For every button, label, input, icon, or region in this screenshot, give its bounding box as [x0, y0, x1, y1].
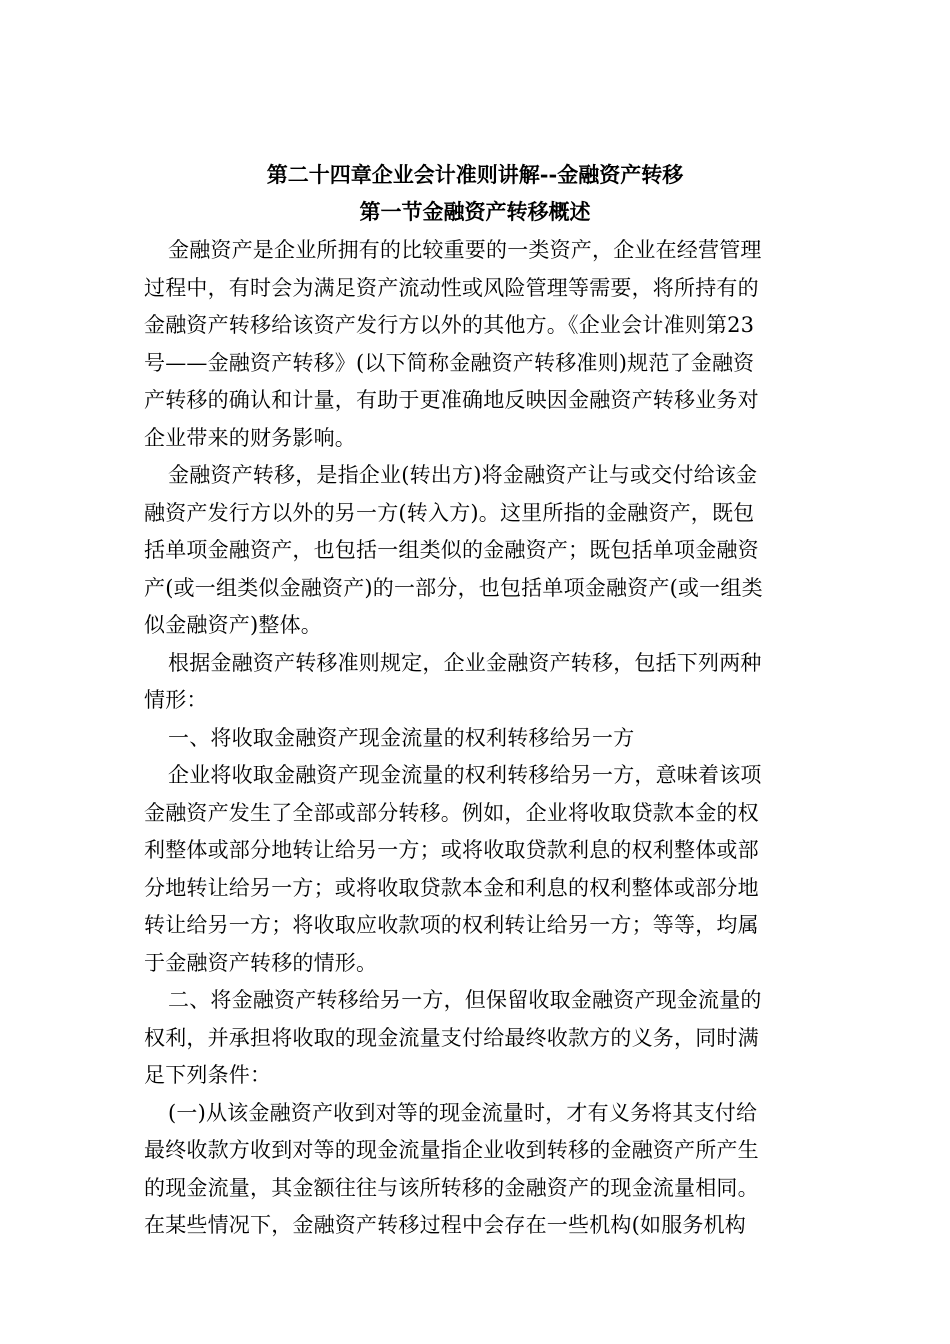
paragraph-line: 于金融资产转移的情形。 [144, 950, 378, 975]
paragraph-line: 号——金融资产转移》(以下简称金融资产转移准则)规范了金融资 [144, 350, 755, 375]
paragraph-line: 金融资产转移给该资产发行方以外的其他方。《企业会计准则第23 [144, 313, 755, 337]
heading-line: 一、将收取金融资产现金流量的权利转移给另一方 [168, 725, 635, 750]
paragraph-line: 根据金融资产转移准则规定，企业金融资产转移，包括下列两种 [168, 650, 762, 675]
heading-line: 二、将金融资产转移给另一方，但保留收取金融资产现金流量的 [168, 988, 762, 1012]
paragraph-line: 融资产发行方以外的另一方(转入方)。这里所指的金融资产，既包 [144, 500, 755, 525]
paragraph-line: 金融资产是企业所拥有的比较重要的一类资产，企业在经营管理 [168, 238, 762, 262]
paragraph-line: 金融资产发生了全部或部分转移。例如，企业将收取贷款本金的权 [144, 800, 759, 825]
paragraph-line: 过程中，有时会为满足资产流动性或风险管理等需要，将所持有的 [144, 275, 759, 300]
paragraph-line: 企业将收取金融资产现金流量的权利转移给另一方，意味着该项 [168, 763, 762, 787]
section-title: 第一节金融资产转移概述 [359, 199, 591, 224]
paragraph-line: 产转移的确认和计量，有助于更准确地反映因金融资产转移业务对 [144, 388, 759, 412]
paragraph-line: (一)从该金融资产收到对等的现金流量时，才有义务将其支付给 [168, 1100, 758, 1125]
paragraph-line: 情形： [144, 688, 208, 712]
paragraph-line: 最终收款方收到对等的现金流量指企业收到转移的金融资产所产生 [144, 1138, 759, 1162]
paragraph-line: 金融资产转移，是指企业(转出方)将金融资产让与或交付给该金 [168, 463, 758, 487]
paragraph-line: 利整体或部分地转让给另一方；或将收取贷款利息的权利整体或部 [144, 838, 759, 862]
chapter-title: 第二十四章企业会计准则讲解--金融资产转移 [266, 162, 684, 187]
paragraph-line: 似金融资产)整体。 [144, 613, 322, 637]
paragraph-line: 的现金流量，其金额往往与该所转移的金融资产的现金流量相同。 [144, 1175, 759, 1200]
paragraph-line: 企业带来的财务影响。 [144, 425, 356, 450]
paragraph-line: 足下列条件： [144, 1063, 272, 1087]
paragraph-line: 权利，并承担将收取的现金流量支付给最终收款方的义务，同时满 [144, 1025, 759, 1050]
paragraph-line: 在某些情况下，金融资产转移过程中会存在一些机构(如服务机构 [144, 1213, 746, 1237]
document-body [144, 232, 804, 1245]
paragraph-line: 分地转让给另一方；或将收取贷款本金和利息的权利整体或部分地 [144, 875, 759, 900]
paragraph-line: 转让给另一方；将收取应收款项的权利转让给另一方；等等，均属 [144, 913, 759, 937]
paragraph-line: 产(或一组类似金融资产)的一部分，也包括单项金融资产(或一组类 [144, 575, 763, 600]
paragraph-line: 括单项金融资产，也包括一组类似的金融资产；既包括单项金融资 [144, 538, 759, 562]
